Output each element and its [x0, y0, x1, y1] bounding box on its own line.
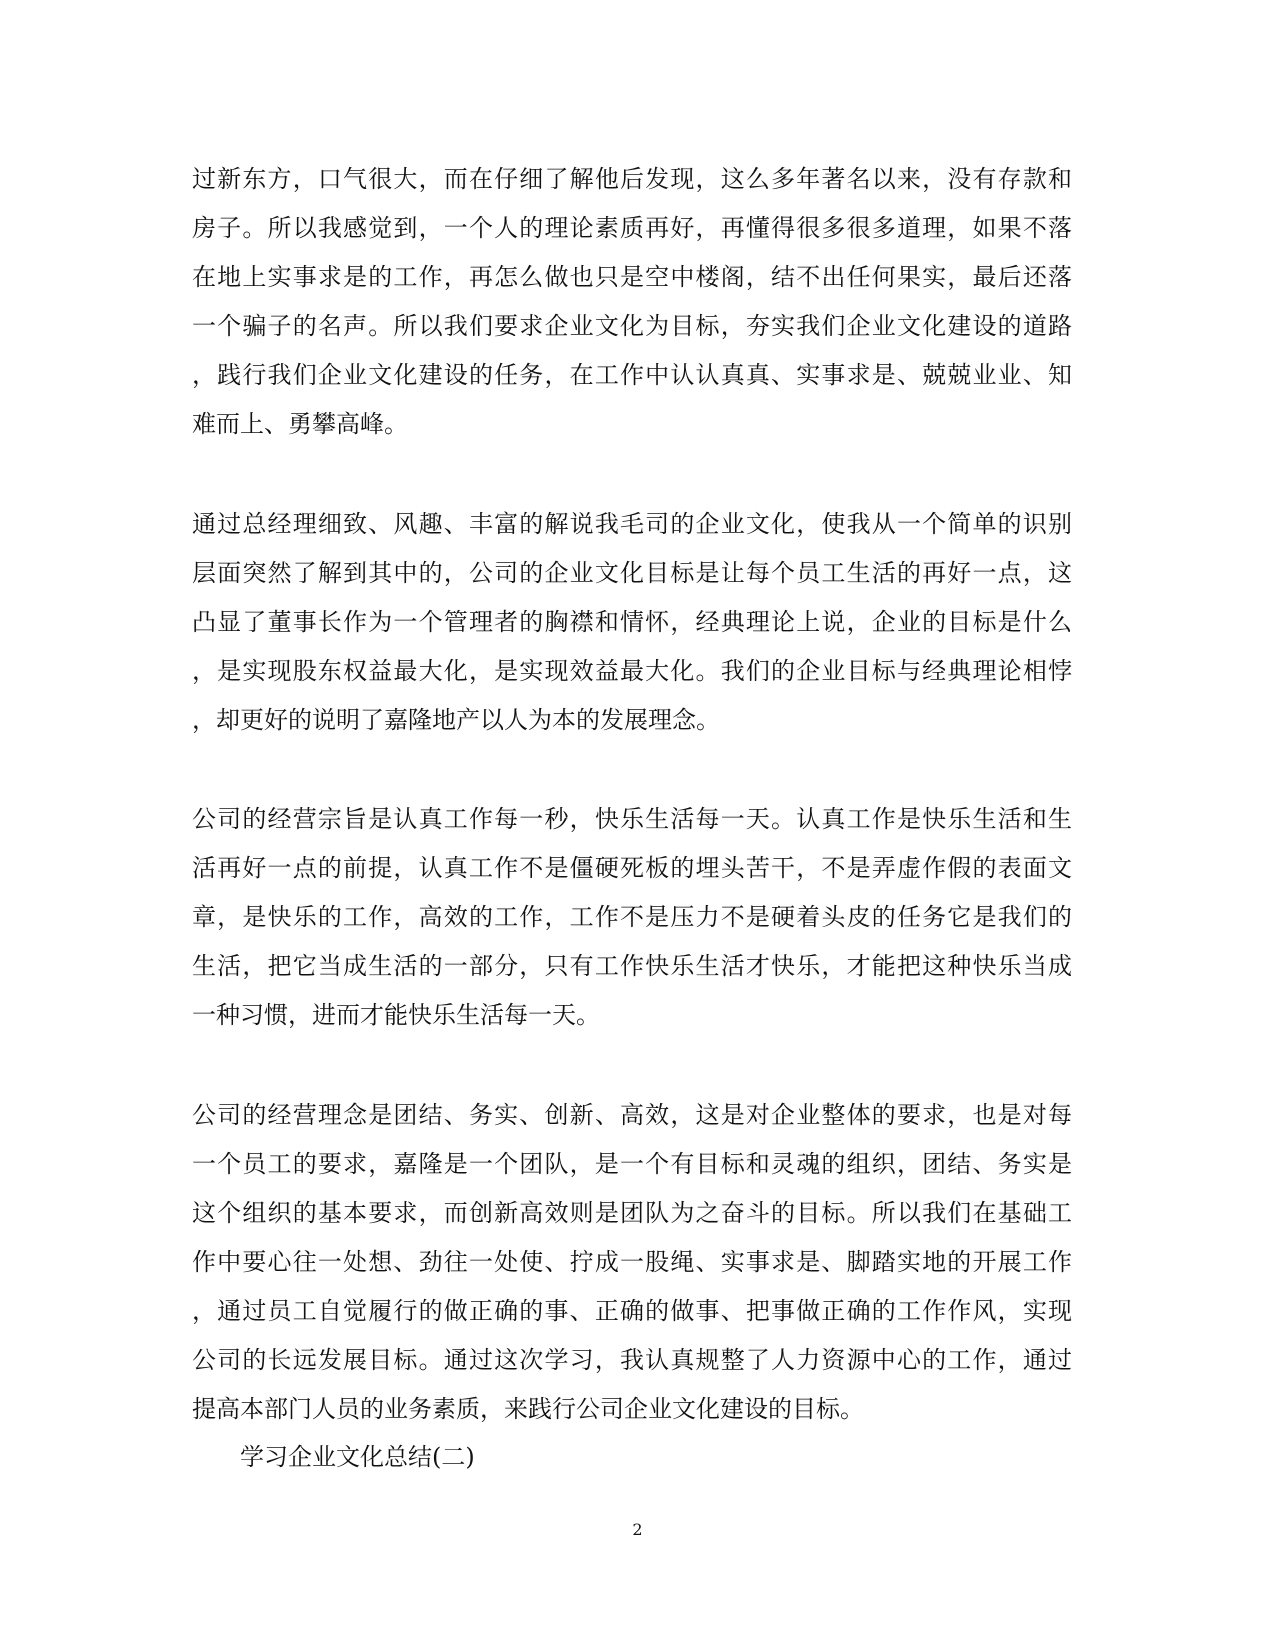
- text-line: 提高本部门人员的业务素质，来践行公司企业文化建设的目标。: [192, 1395, 864, 1423]
- text-line: 公司的经营宗旨是认真工作每一秒，快乐生活每一天。认真工作是快乐生活和生: [192, 805, 1072, 833]
- text-line: 难而上、勇攀高峰。: [192, 410, 408, 438]
- text-line: ，践行我们企业文化建设的任务，在工作中认认真真、实事求是、兢兢业业、知: [192, 361, 1072, 389]
- text-line: 生活，把它当成生活的一部分，只有工作快乐生活才快乐，才能把这种快乐当成: [192, 952, 1072, 980]
- section-heading: 学习企业文化总结(二): [240, 1443, 475, 1471]
- text-line: 章，是快乐的工作，高效的工作，工作不是压力不是硬着头皮的任务它是我们的: [192, 903, 1072, 931]
- paragraph: [192, 1091, 1072, 1434]
- text-line: 一个骗子的名声。所以我们要求企业文化为目标，夯实我们企业文化建设的道路: [192, 312, 1072, 340]
- text-line: 活再好一点的前提，认真工作不是僵硬死板的埋头苦干，不是弄虚作假的表面文: [192, 854, 1072, 882]
- text-line: 通过总经理细致、风趣、丰富的解说我毛司的企业文化，使我从一个简单的识别: [192, 510, 1072, 538]
- text-line: 公司的长远发展目标。通过这次学习，我认真规整了人力资源中心的工作，通过: [192, 1346, 1072, 1374]
- text-line: ，是实现股东权益最大化，是实现效益最大化。我们的企业目标与经典理论相悖: [192, 657, 1072, 685]
- text-line: 房子。所以我感觉到，一个人的理论素质再好，再懂得很多很多道理，如果不落: [192, 214, 1072, 242]
- paragraph: [192, 155, 1072, 449]
- text-line: 在地上实事求是的工作，再怎么做也只是空中楼阁，结不出任何果实，最后还落: [192, 263, 1072, 291]
- page-number: 2: [632, 1520, 643, 1539]
- paragraph: [192, 500, 1072, 745]
- text-line: 凸显了董事长作为一个管理者的胸襟和情怀，经典理论上说，企业的目标是什么: [192, 608, 1072, 636]
- text-line: ，却更好的说明了嘉隆地产以人为本的发展理念。: [192, 706, 720, 734]
- text-line: 层面突然了解到其中的，公司的企业文化目标是让每个员工生活的再好一点，这: [192, 559, 1072, 587]
- text-line: 一个员工的要求，嘉隆是一个团队，是一个有目标和灵魂的组织，团结、务实是: [192, 1150, 1072, 1178]
- text-line: 作中要心往一处想、劲往一处使、拧成一股绳、实事求是、脚踏实地的开展工作: [192, 1248, 1072, 1276]
- text-line: 公司的经营理念是团结、务实、创新、高效，这是对企业整体的要求，也是对每: [192, 1101, 1072, 1129]
- paragraph: [192, 795, 1072, 1040]
- text-line: ，通过员工自觉履行的做正确的事、正确的做事、把事做正确的工作作风，实现: [192, 1297, 1072, 1325]
- text-line: 一种习惯，进而才能快乐生活每一天。: [192, 1001, 600, 1029]
- text-line: 这个组织的基本要求，而创新高效则是团队为之奋斗的目标。所以我们在基础工: [192, 1199, 1072, 1227]
- text-line: 过新东方，口气很大，而在仔细了解他后发现，这么多年著名以来，没有存款和: [192, 165, 1072, 193]
